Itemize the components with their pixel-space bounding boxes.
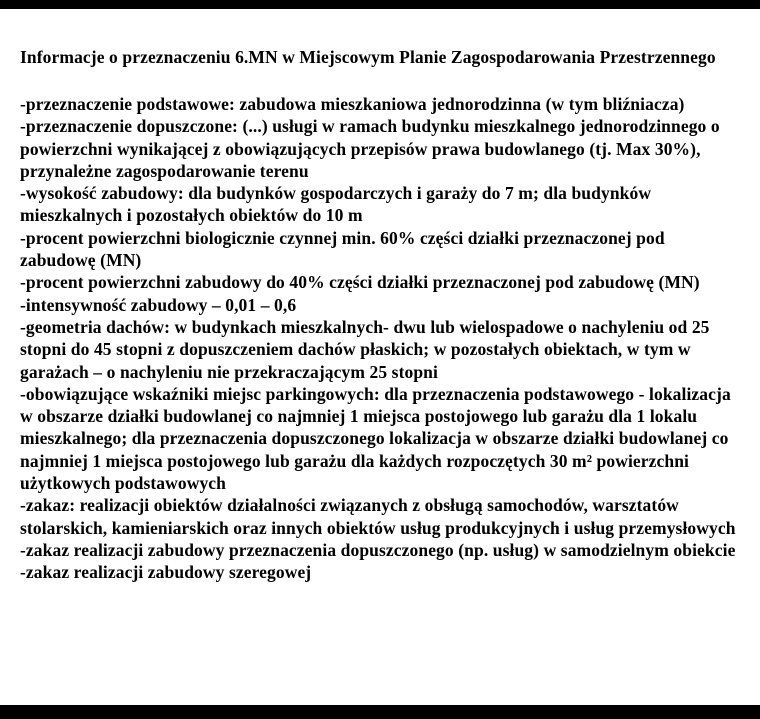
paragraph-wskazniki-parkingowe: -obowiązujące wskaźniki miejsc parkingowych: dla przeznaczenia podstawowego - lokalizacja w obszarze działki budowlanej co najmniej 1 miejsca postojowego lub garażu dla 1 lokalu mieszkalnego; dla przeznaczenia dopuszczonego lokalizacja w obszarze działki budowlanej co najmniej 1 miejsca postojowego lub garażu dla każdych rozpoczętych 30 m² powierzchni użytkowych podstawowych	[20, 383, 731, 494]
top-border-bar	[0, 0, 760, 9]
paragraph-procent-biologicznie-czynnej: -procent powierzchni biologicznie czynnej min. 60% części działki przeznaczonej pod zabudowę (MN)	[20, 227, 665, 271]
paragraph-przeznaczenie-dopuszczone: -przeznaczenie dopuszczone: (...) usługi w ramach budynku mieszkalnego jednorodzinnego o powierzchni wynikającej z obowiązujących przepisów prawa budowlanego (tj. Max 30%), przynależne zagospodarowanie terenu	[20, 116, 720, 181]
paragraph-zakaz-zabudowy-szeregowej: -zakaz realizacji zabudowy szeregowej	[20, 562, 312, 583]
paragraph-procent-zabudowy: -procent powierzchni zabudowy do 40% części działki przeznaczonej pod zabudowę (MN)	[20, 272, 700, 293]
paragraph-zakaz-obiektow-uslugowych: -zakaz: realizacji obiektów działalności związanych z obsługą samochodów, warsztatów stolarskich, kamieniarskich oraz innych obiektów usług produkcyjnych i usług przemysłowych	[20, 495, 736, 538]
paragraph-geometria-dachow: -geometria dachów: w budynkach mieszkalnych- dwu lub wielospadowe o nachyleniu od 25 stopni do 45 stopni z dopuszczeniem dachów płaskich; w pozostałych obiektach, w tym w garażach – o nachyleniu nie przekraczającym 25 stopni	[20, 316, 710, 382]
paragraph-zakaz-zabudowy-dopuszczonej: -zakaz realizacji zabudowy przeznaczenia dopuszczonego (np. usług) w samodzielnym obiekcie	[20, 539, 736, 560]
paragraph-przeznaczenie-podstawowe: -przeznaczenie podstawowe: zabudowa mieszkaniowa jednorodzinna (w tym bliźniacza)	[20, 94, 685, 114]
document-body	[20, 93, 742, 584]
document-title: Informacje o przeznaczeniu 6.MN w Miejscowym Planie Zagospodarowania Przestrzennego	[20, 47, 716, 67]
paragraph-intensywnosc-zabudowy: -intensywność zabudowy – 0,01 – 0,6	[20, 294, 297, 315]
paragraph-wysokosc-zabudowy: -wysokość zabudowy: dla budynków gospodarczych i garaży do 7 m; dla budynków mieszkalnych i pozostałych obiektów do 10 m	[20, 183, 652, 226]
bottom-border-bar	[0, 705, 760, 719]
